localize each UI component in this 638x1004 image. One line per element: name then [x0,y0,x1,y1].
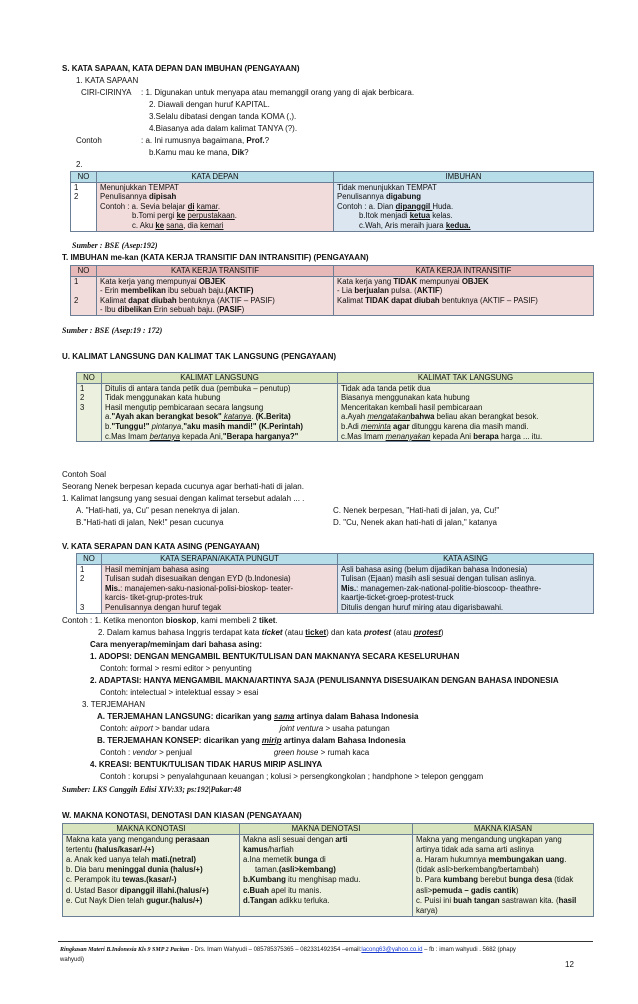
terjemahan-konsep-contoh: Contoh : vendor > penjual green house > rumah kaca [100,748,370,757]
tak-langsung-cell: Tidak ada tanda petik dua Biasanya menggunakan kata hubung Menceritakan kembali hasil pembicaraan a.Ayah mengatakanbahwa beliau akan berangkat besok. b.Adi meminta agar ditunggu karena dia masih mandi. c.Mas Imam menanyakan kepada Ani berapa harga ... itu. [338,383,594,442]
intransitif-cell: Kata kerja yang TIDAK mempunyai OBJEK - Lia berjualan pulsa. (AKTIF) Kalimat TIDAK dapat diubah bentuknya (AKTIF – PASIF) [334,276,594,315]
contoh-soal-label: Contoh Soal [62,470,107,479]
section-v-title: V. KATA SERAPAN DAN KATA ASING (PENGAYAAN) [62,542,260,551]
footer [60,945,580,965]
denotasi-cell: Makna asli sesuai dengan arti kamus/harfiah a.Ina memetik bunga di taman.(asli>kembang) b.Kumbang itu menghisap madu. c.Buah apel itu manis. d.Tangan adikku terluka. [240,834,413,917]
footer-title: Ringkasan Materi B.Indonesia Kls 9 SMP 2 Pacitan [60,947,190,953]
section-t-title: T. IMBUHAN me-kan (KATA KERJA TRANSITIF DAN INTRANSITIF) (PENGAYAAN) [62,253,369,262]
row-numbers: 1 2 3 [77,564,102,613]
adaptasi-contoh: Contoh: intelectual > intelektual essay > esai [100,688,259,697]
col-denotasi: MAKNA DENOTASI [240,824,413,835]
source-v: Sumber: LKS Canggih Edisi XIV:33; ps:192|Pakar:48 [62,785,242,794]
terjemahan-langsung: A. TERJEMAHAN LANGSUNG: dicarikan yang sama artinya dalam Bahasa Indonesia [97,712,419,721]
serapan-cell: Hasil meminjam bahasa asing Tulisan sudah disesuaikan dengan EYD (b.Indonesia) Mis.: manajemen-saku-nasional-polisi-bioskop- teater- karcis- tiket-grup-protes-truk Penulisannya dengan huruf tegak [102,564,338,613]
kata-depan-cell: Menunjukkan TEMPAT Penulisannya dipisah Contoh : a. Sevia belajar di kamar. b.Tomi pergi ke perpustakaan. c. Aku ke sana, dia kemari [97,182,334,231]
contoh-a: : a. Ini rumusnya bagaimana, Prof.? [141,136,270,145]
option-d: D. "Cu, Nenek akan hati-hati di jalan," katanya [333,518,497,527]
row-numbers: 1 2 3 [77,383,102,442]
ciri-2: 2. Diawali dengan huruf KAPITAL. [149,100,270,109]
adaptasi: 2. ADAPTASI: HANYA MENGAMBIL MAKNA/ARTINYA SAJA (PENULISANNYA DISESUAIKAN DENGAN BAHASA INDONESIA [90,676,559,685]
col-kiasan: MAKNA KIASAN [413,824,594,835]
ciri-3: 3.Selalu dibatasi dengan tanda KOMA (,). [149,112,297,121]
cara-menyerap: Cara menyerap/meminjam dari bahasa asing: [90,640,263,649]
konotasi-cell: Makna kata yang mengandung perasaan tertentu (halus/kasar/-/+) a. Anak ked uanya telah mati.(netral) b. Dia baru meninggal dunia (halus/+) c. Perampok itu tewas.(kasar/-) d. Ustad Basor dipanggil illahi.(halus/+) e. Cut Nayk Dien telah gugur.(halus/+) [63,834,240,917]
contoh-v-1: Contoh : 1. Ketika menonton bioskop, kami membeli 2 tiket. [62,616,278,625]
option-a: A. "Hati-hati, ya, Cu" pesan neneknya di jalan. [76,506,240,515]
item-2: 2. [76,160,83,169]
col-no: NO [71,172,97,183]
col-transitif: KATA KERJA TRANSITIF [97,266,334,277]
adopsi-contoh: Contoh: formal > resmi editor > penyunting [100,664,252,673]
makna-table [62,823,594,917]
footer-line2: wahyudi) [60,957,85,963]
col-no: NO [77,373,102,384]
footer-rule [58,941,593,942]
col-asing: KATA ASING [338,554,594,565]
terjemahan: 3. TERJEMAHAN [82,700,145,709]
kiasan-cell: Makna yang mengandung ungkapan yang artinya tidak ada sama arti aslinya a. Haram hukumnya membungakan uang. (tidak asli>berkembang/bertambah) b. Para kumbang berebut bunga desa (tidak asli>pemuda – gadis cantik) c. Puisi ini buah tangan sastrawan kita. (hasil karya) [413,834,594,917]
col-serapan: KATA SERAPAN/AKATA PUNGUT [102,554,338,565]
col-imbuhan: IMBUHAN [334,172,594,183]
contoh-b: b.Kamu mau ke mana, Dik? [149,148,249,157]
section-u-title: U. KALIMAT LANGSUNG DAN KALIMAT TAK LANGSUNG (PENGAYAAN) [62,352,337,361]
option-c: C. Nenek berpesan, "Hati-hati di jalan, ya, Cu!" [333,506,500,515]
col-intransitif: KATA KERJA INTRANSITIF [334,266,594,277]
soal-stem: Seorang Nenek berpesan kepada cucunya agar berhati-hati di jalan. [62,482,304,491]
col-langsung: KALIMAT LANGSUNG [102,373,338,384]
page-number: 12 [565,960,574,969]
col-tak-langsung: KALIMAT TAK LANGSUNG [338,373,594,384]
kata-depan-table [70,171,594,232]
imbuhan-cell: Tidak menunjukkan TEMPAT Penulisannya digabung Contoh : a. Dian dipanggil Huda. b.Itok menjadi ketua kelas. c.Wah, Aris meraih juara kedua. [334,182,594,231]
contoh-label: Contoh [76,136,102,145]
kata-kerja-table [70,265,594,316]
ciri-label: CIRI-CIRINYA [81,88,132,97]
col-konotasi: MAKNA KONOTASI [63,824,240,835]
source-t: Sumber : BSE (Asep:19 : 172) [62,326,163,335]
row-numbers: 1 2 [71,182,97,231]
kreasi-contoh: Contoh : korupsi > penyalahgunaan keuangan ; kolusi > persengkongkolan ; handphone > telepon genggam [100,772,484,781]
terjemahan-langsung-contoh: Contoh: airport > bandar udara joint ventura > usaha patungan [100,724,390,733]
col-no: NO [71,266,97,277]
section-s-title: S. KATA SAPAAN, KATA DEPAN DAN IMBUHAN (PENGAYAAN) [62,64,300,73]
col-kata-depan: KATA DEPAN [97,172,334,183]
kalimat-table [76,372,594,442]
ciri-1: : 1. Digunakan untuk menyapa atau memanggil orang yang di ajak berbicara. [141,88,415,97]
col-no: NO [77,554,102,565]
footer-fb: – fb : imam wahyudi . 5682 (phapy [422,947,516,953]
section-w-title: W. MAKNA KONOTASI, DENOTASI DAN KIASAN (PENGAYAAN) [62,811,302,820]
soal-question: 1. Kalimat langsung yang sesuai dengan kalimat tersebut adalah ... . [62,494,305,503]
row-numbers: 1 2 [71,276,97,315]
footer-author: - Drs. Imam Wahyudi – 085785375365 – 082331492354 –email: [189,947,362,953]
transitif-cell: Kata kerja yang mempunyai OBJEK - Erin membelikan ibu sebuah baju.(AKTIF) Kalimat dapat diubah bentuknya (AKTIF – PASIF) - Ibu dibelikan Erin sebuah baju. (PASIF) [97,276,334,315]
terjemahan-konsep: B. TERJEMAHAN KONSEP: dicarikan yang mirip artinya dalam Bahasa Indonesia [97,736,406,745]
option-b: B."Hati-hati di jalan, Nek!" pesan cucunya [76,518,224,527]
asing-cell: Asli bahasa asing (belum dijadikan bahasa Indonesia) Tulisan (Ejaan) masih asli sesuai dengan tulisan aslinya. Mis.: managemen-zak-national-politie-bioscoop- theathre- kaartje-ticket-groep-protest-truck Ditulis dengan huruf miring atau digarisbawahi. [338,564,594,613]
kata-sapaan-heading: 1. KATA SAPAAN [76,76,139,85]
contoh-v-2: 2. Dalam kamus bahasa Inggris terdapat kata ticket (atau ticket) dan kata protest (atau protest) [98,628,444,637]
ciri-4: 4.Biasanya ada dalam kalimat TANYA (?). [149,124,298,133]
source-s: Sumber : BSE (Asep:192) [72,241,158,250]
kata-serapan-table [76,553,594,614]
kreasi: 4. KREASI: BENTUK/TULISAN TIDAK HARUS MIRIP ASLINYA [90,760,323,769]
footer-email-link[interactable]: lacong63@yahoo.co.id [361,947,423,953]
adopsi: 1. ADOPSI: DENGAN MENGAMBIL BENTUK/TULISAN DAN MAKNANYA SECARA KESELURUHAN [90,652,460,661]
langsung-cell: Ditulis di antara tanda petik dua (pembuka – penutup) Tidak menggunakan kata hubung Hasil mengutip pembicaraan secara langsung a."Ayah akan berangkat besok" katanya. (K.Berita) b."Tunggu!" pintanya,"aku masih mandi!" (K.Perintah) c.Mas Imam bertanya kepada Ani,"Berapa harganya?" [102,383,338,442]
